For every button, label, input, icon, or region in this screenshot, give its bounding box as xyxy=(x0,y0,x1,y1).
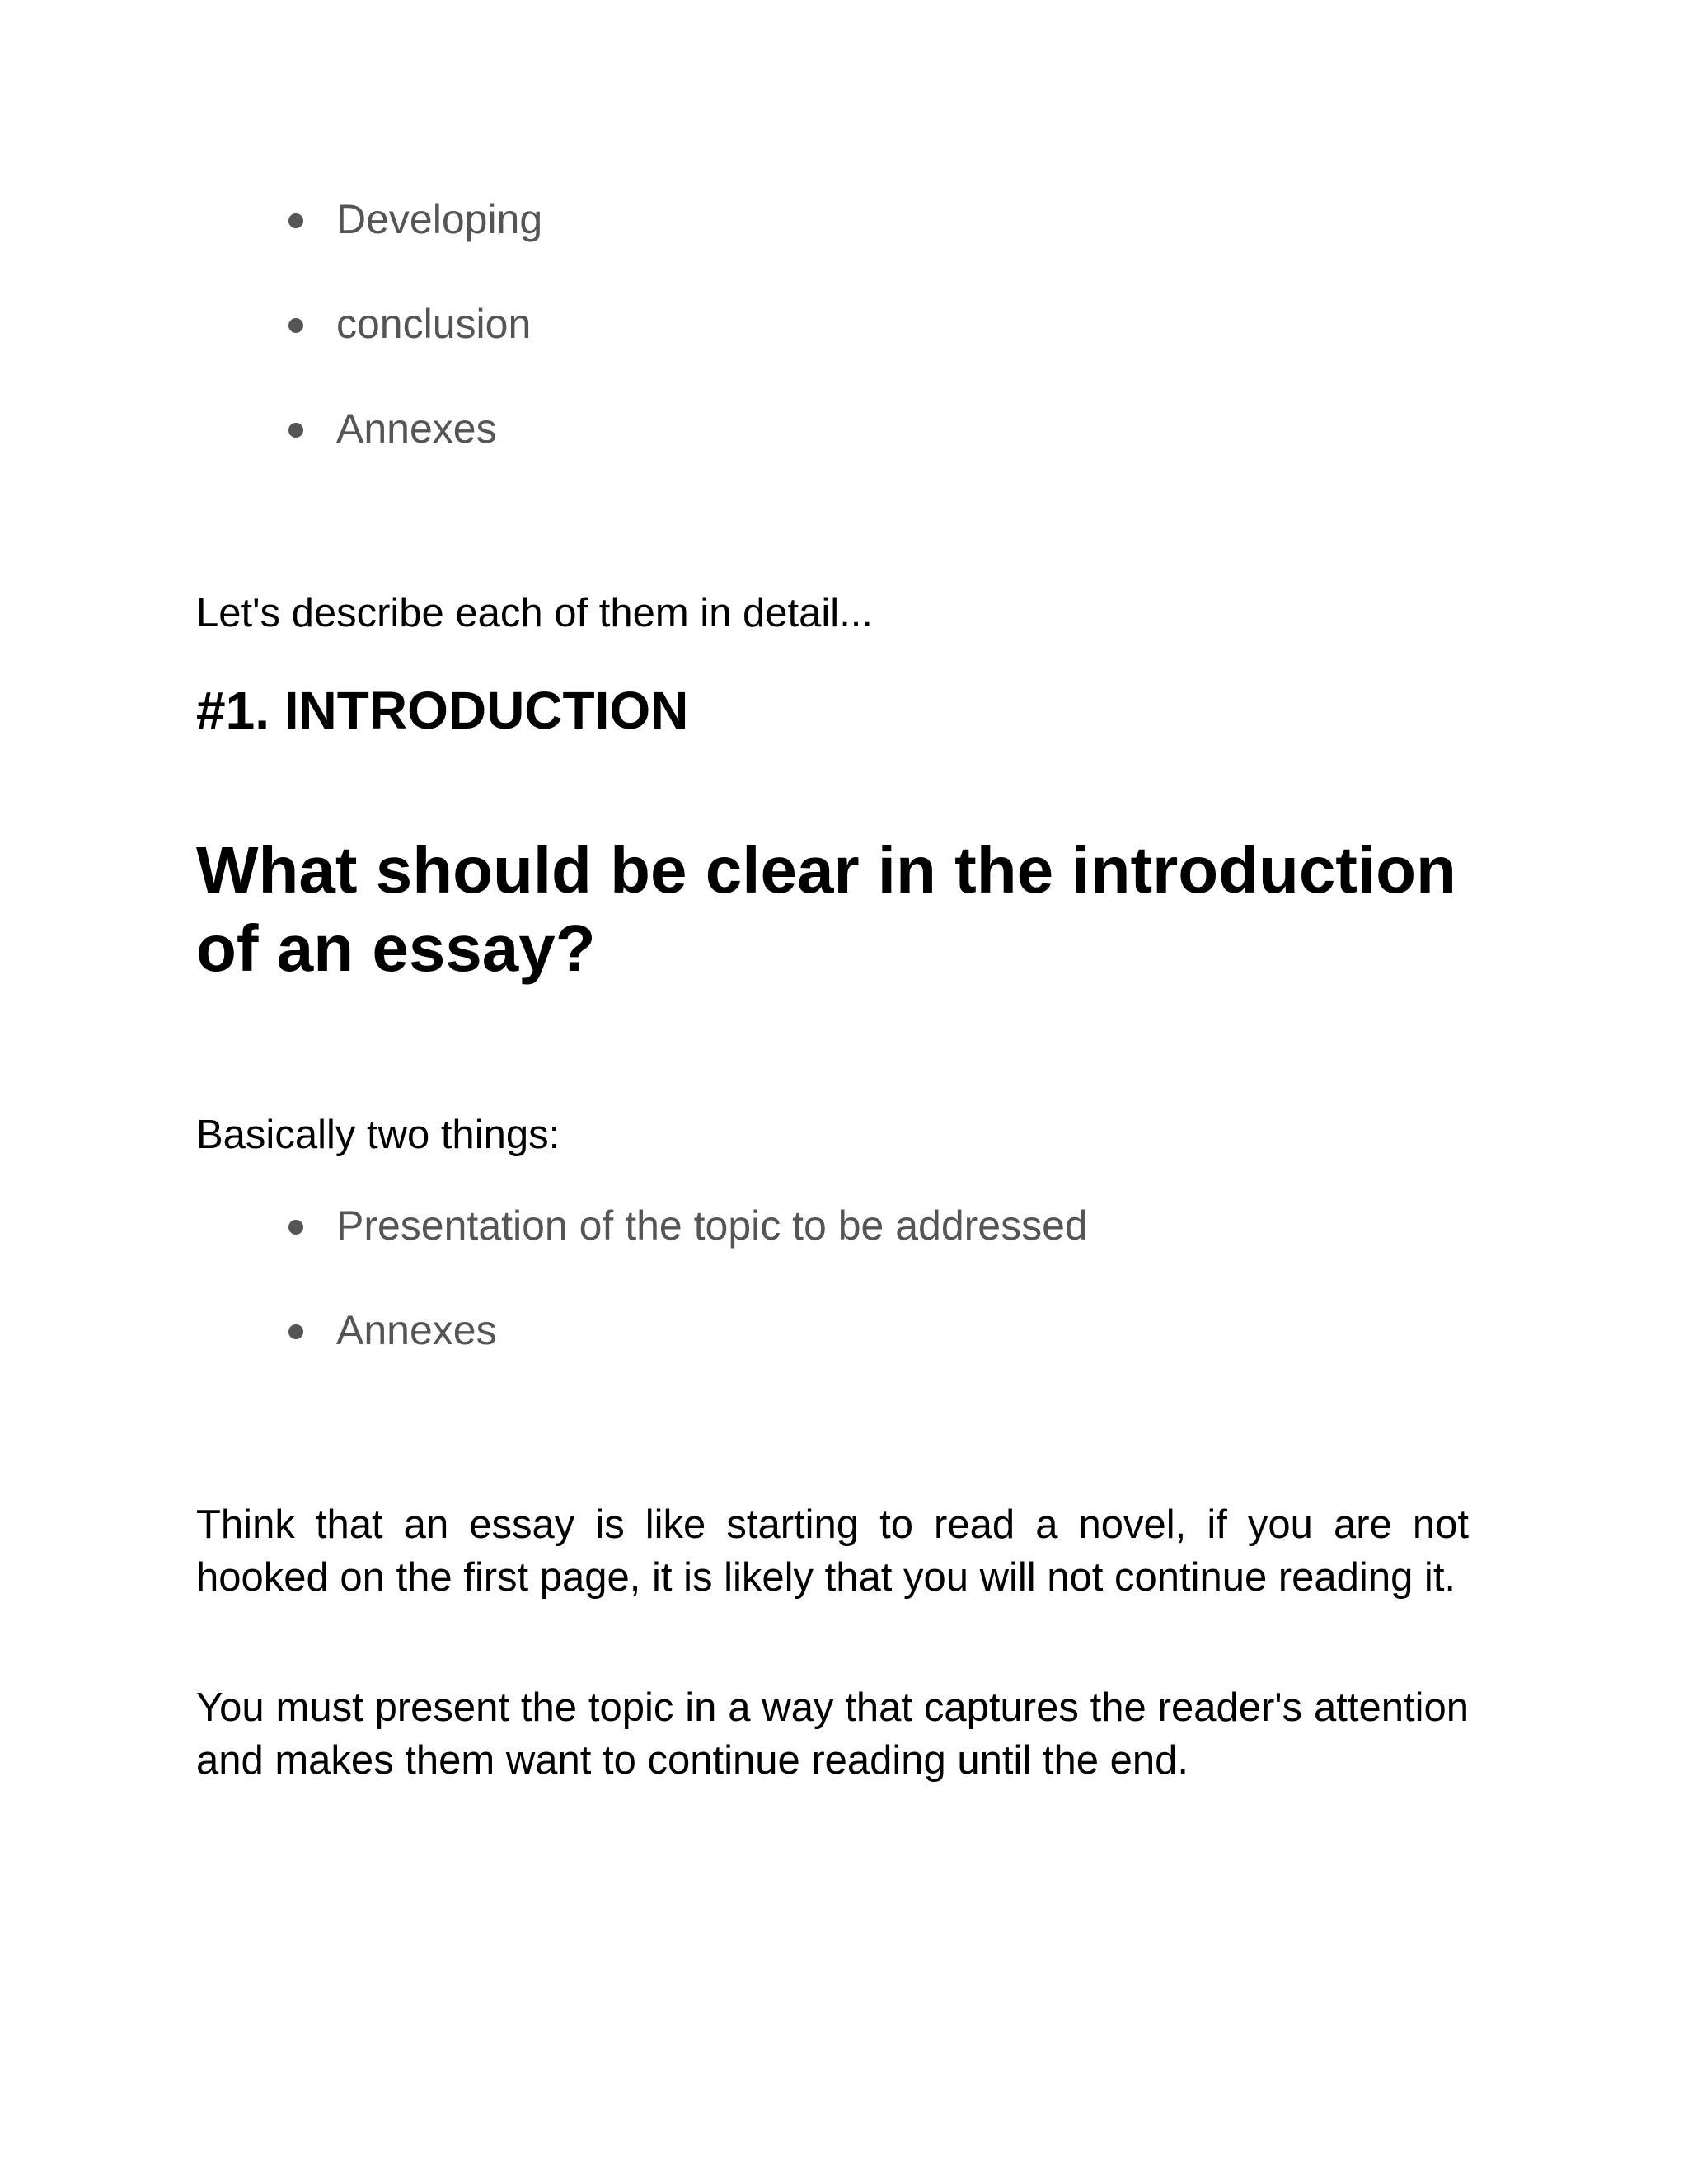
intro-line: Let's describe each of them in detail... xyxy=(196,591,874,635)
lead-line: Basically two things: xyxy=(196,1113,560,1157)
list-item xyxy=(288,404,542,453)
bullet-list-intro-things xyxy=(288,1201,1088,1355)
list-item-text: Annexes xyxy=(336,405,497,452)
question-heading: What should be clear in the introduction of an essay? xyxy=(196,833,1456,985)
list-item-text: Annexes xyxy=(336,1307,497,1353)
list-item-text: Developing xyxy=(336,196,543,242)
list-item xyxy=(288,299,542,349)
list-item-text: conclusion xyxy=(336,301,532,347)
section-heading: #1. INTRODUCTION xyxy=(196,681,689,740)
bullet-icon xyxy=(288,318,303,333)
bullet-list-sections xyxy=(288,194,542,453)
bullet-icon xyxy=(288,213,303,228)
bullet-icon xyxy=(288,1220,303,1235)
list-item xyxy=(288,1201,1088,1250)
list-item xyxy=(288,1305,1088,1355)
list-item xyxy=(288,194,542,244)
paragraph-novel-analogy: Think that an essay is like starting to read a novel, if you are not hooked on the first page, it is likely that you will not continue reading it. xyxy=(196,1502,1469,1600)
bullet-icon xyxy=(288,1324,303,1339)
bullet-icon xyxy=(288,423,303,438)
paragraph-capture-attention: You must present the topic in a way that captures the reader's attention and makes them want to continue reading until the end. xyxy=(196,1685,1469,1783)
list-item-text: Presentation of the topic to be addressed xyxy=(336,1202,1088,1249)
